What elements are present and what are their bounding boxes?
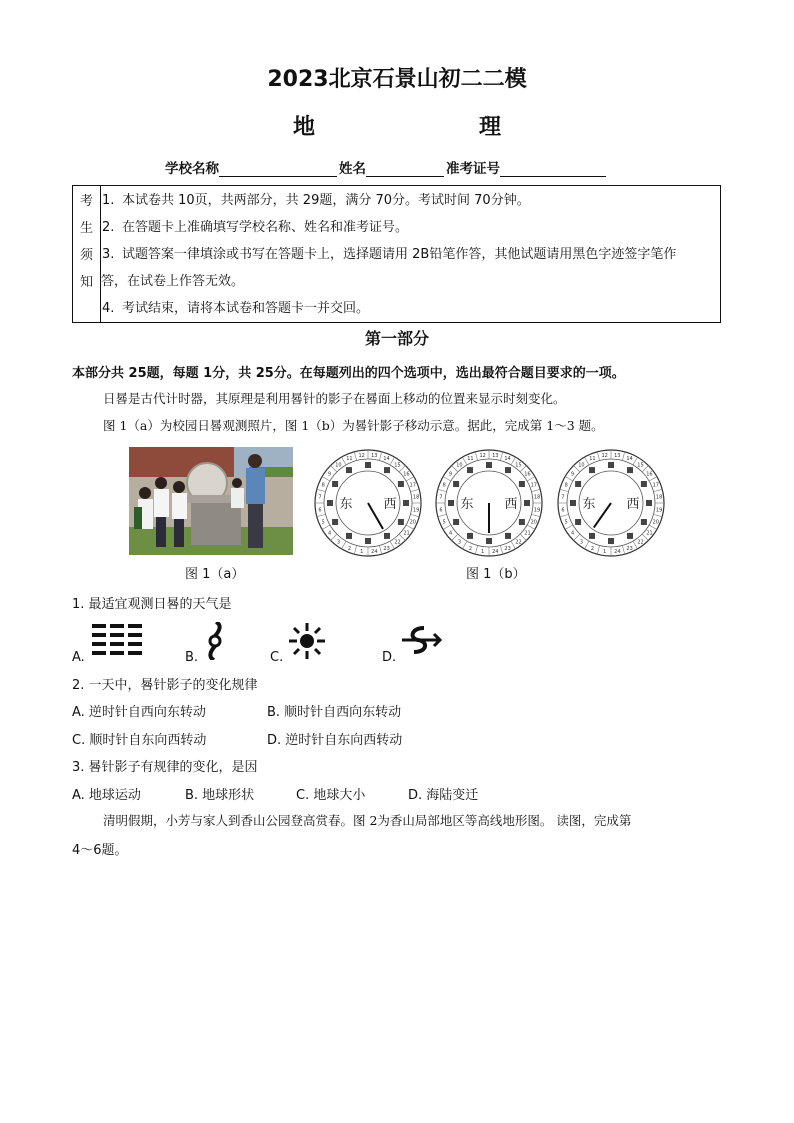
dial-hour-number: 23: [383, 545, 390, 552]
dial-hour-number: 19: [655, 507, 663, 514]
q3-option-a[interactable]: A. 地球运动: [72, 788, 141, 803]
dial-glyph-mark: [365, 462, 371, 468]
passage-figure-ref: 图 1（a）为校园日晷观测照片，图 1（b）为晷针影子移动示意。据此，完成第 1～3 题。: [103, 418, 604, 433]
dial-glyph-mark: [505, 467, 511, 473]
dial-glyph-mark: [627, 467, 633, 473]
fog-icon: [90, 622, 144, 662]
dial-glyph-mark: [575, 481, 581, 487]
notice-text: 试题答案一律填涂或书写在答题卡上，选择题请用 2B铅笔作答，其他试题请用黑色字迹签字笔作: [122, 247, 677, 262]
dial-hour-number: 23: [504, 545, 511, 552]
dial-hour-number: 13: [492, 452, 499, 459]
dial-hour-number: 23: [626, 545, 633, 552]
dial-hour-number: 6: [439, 507, 443, 514]
dial-hour-number: 19: [412, 507, 420, 514]
sandstorm-icon: [400, 622, 442, 662]
q2-option-d[interactable]: D. 逆时针自东向西转动: [267, 733, 403, 748]
dial-hour-number: 2: [590, 545, 595, 552]
part-one-intro: 本部分共 25题，每题 1分，共 25分。在每题列出的四个选项中，选出最符合题目要求的一项。: [72, 366, 625, 381]
dial-hour-number: 4: [327, 530, 332, 537]
dial-hour-number: 18: [655, 494, 663, 501]
dial-hour-number: 8: [321, 482, 325, 489]
dial-hour-number: 12: [601, 452, 608, 459]
dial-hour-number: 14: [383, 456, 390, 463]
dial-glyph-mark: [608, 538, 614, 544]
dial-hour-number: 24: [371, 549, 378, 556]
notice-item: [101, 270, 244, 289]
dial-hour-number: 7: [439, 494, 443, 501]
notice-item: [101, 189, 530, 208]
school-blank[interactable]: [219, 162, 337, 177]
sunny-icon: [288, 622, 326, 664]
name-blank[interactable]: [366, 162, 444, 177]
dial-hour-number: 16: [403, 471, 410, 478]
dial-glyph-mark: [384, 533, 390, 539]
dial-hour-number: 15: [637, 462, 644, 469]
dial-hour-number: 5: [321, 519, 325, 526]
passage-sundial: 日晷是古代计时器，其原理是利用晷针的影子在晷面上移动的位置来显示时刻变化。: [103, 391, 566, 406]
dial-glyph-mark: [486, 538, 492, 544]
figure-1b-caption: 图 1（b）: [466, 567, 526, 582]
part-one-heading: 第一部分: [364, 329, 429, 348]
notice-num: 4.: [102, 301, 115, 316]
notice-text: 答，在试卷上作答无效。: [101, 274, 245, 289]
dial-east-label: 东: [339, 497, 353, 512]
sundial-diagram-3: [556, 448, 666, 558]
q3-option-d[interactable]: D. 海陆变迁: [408, 788, 479, 803]
dial-glyph-mark: [332, 519, 338, 525]
side-char: 须: [80, 248, 94, 263]
dial-hour-number: 1: [481, 549, 485, 556]
dial-hour-number: 12: [479, 452, 486, 459]
subject-title: 地 理: [292, 115, 541, 140]
dial-hour-number: 13: [614, 452, 621, 459]
dial-glyph-mark: [365, 538, 371, 544]
notice-num: 1.: [102, 193, 115, 208]
notice-num: 3.: [102, 247, 115, 262]
dial-hour-number: 19: [533, 507, 541, 514]
dial-east-label: 东: [460, 497, 474, 512]
dial-glyph-mark: [453, 481, 459, 487]
notice-item: [101, 297, 369, 316]
school-label: 学校名称: [165, 161, 219, 177]
dial-hour-number: 22: [637, 539, 644, 546]
q3-option-c[interactable]: C. 地球大小: [296, 788, 366, 803]
dial-hour-number: 6: [561, 507, 565, 514]
dial-glyph-mark: [524, 500, 530, 506]
dial-hour-number: 3: [579, 539, 584, 546]
dial-hour-number: 1: [360, 549, 364, 556]
question-3-stem: 3. 晷针影子有规律的变化，是因: [72, 760, 258, 775]
dial-hour-number: 17: [652, 482, 659, 489]
dial-hour-number: 11: [467, 456, 474, 463]
dial-hour-number: 15: [394, 462, 401, 469]
dial-hour-number: 17: [530, 482, 537, 489]
dial-hour-number: 20: [530, 519, 538, 526]
notice-item: [101, 243, 676, 262]
dial-glyph-mark: [448, 500, 454, 506]
dial-east-label: 东: [582, 497, 596, 512]
dial-west-label: 西: [504, 497, 518, 512]
dial-hour-number: 10: [456, 462, 463, 469]
dial-hour-number: 17: [409, 482, 416, 489]
notice-item: [101, 216, 408, 235]
dial-hour-number: 20: [652, 519, 660, 526]
dial-hour-number: 11: [346, 456, 353, 463]
figure-1a-caption: 图 1（a）: [185, 567, 245, 582]
figure-1a-photo: [129, 447, 293, 555]
dial-hour-number: 10: [335, 462, 342, 469]
side-char: 考: [80, 194, 94, 209]
dial-glyph-mark: [403, 500, 409, 506]
dial-hour-number: 14: [504, 456, 511, 463]
dial-glyph-mark: [467, 533, 473, 539]
dial-glyph-mark: [519, 481, 525, 487]
dial-west-label: 西: [383, 497, 397, 512]
dial-glyph-mark: [627, 533, 633, 539]
dial-hour-number: 16: [646, 471, 653, 478]
typhoon-icon: [202, 622, 228, 664]
dial-hour-number: 18: [533, 494, 541, 501]
dial-glyph-mark: [589, 467, 595, 473]
sundial-diagram-2: [434, 448, 544, 558]
dial-hour-number: 7: [561, 494, 565, 501]
dial-glyph-mark: [505, 533, 511, 539]
q2-option-b[interactable]: B. 顺时针自西向东转动: [267, 705, 402, 720]
notice-num: 2.: [102, 220, 115, 235]
dial-hour-number: 12: [358, 452, 365, 459]
dial-hour-number: 3: [336, 539, 341, 546]
dial-glyph-mark: [467, 467, 473, 473]
dial-hour-number: 9: [570, 471, 575, 478]
dial-hour-number: 9: [448, 471, 453, 478]
q2-option-a[interactable]: A. 逆时针自西向东转动: [72, 705, 206, 720]
q1-option-b-label[interactable]: B.: [185, 650, 199, 665]
dial-hour-number: 14: [626, 456, 633, 463]
dial-glyph-mark: [346, 467, 352, 473]
dial-glyph-mark: [641, 481, 647, 487]
dial-glyph-mark: [589, 533, 595, 539]
dial-hour-number: 8: [442, 482, 446, 489]
side-char: 知: [80, 275, 94, 290]
name-label: 姓名: [339, 161, 366, 177]
dial-glyph-mark: [398, 519, 404, 525]
dial-glyph-mark: [398, 481, 404, 487]
q1-option-d-label[interactable]: D.: [382, 650, 397, 665]
dial-hour-number: 21: [403, 530, 410, 537]
dial-glyph-mark: [575, 519, 581, 525]
notice-side-label: [73, 186, 101, 322]
notice-text: 考试结束，请将本试卷和答题卡一并交回。: [122, 301, 370, 316]
passage-xiangshan: 清明假期，小芳与家人到香山公园登高赏春。图 2为香山局部地区等高线地形图。 读图，完成第: [103, 813, 632, 828]
dial-hour-number: 24: [614, 549, 621, 556]
sundial-diagram-1: [313, 448, 423, 558]
question-1-stem: 1. 最适宜观测日晷的天气是: [72, 597, 232, 612]
exam-title: 2023北京石景山初二二模: [267, 67, 527, 92]
dial-hour-number: 21: [646, 530, 653, 537]
dial-hour-number: 21: [524, 530, 531, 537]
dial-hour-number: 9: [327, 471, 332, 478]
exam-no-blank[interactable]: [500, 162, 606, 177]
dial-hour-number: 11: [589, 456, 596, 463]
dial-west-label: 西: [626, 497, 640, 512]
dial-glyph-mark: [327, 500, 333, 506]
dial-hour-number: 20: [409, 519, 417, 526]
dial-hour-number: 8: [564, 482, 568, 489]
dial-hour-number: 15: [515, 462, 522, 469]
dial-hour-number: 5: [564, 519, 568, 526]
dial-glyph-mark: [608, 462, 614, 468]
q3-option-b[interactable]: B. 地球形状: [185, 788, 255, 803]
notice-text: 本试卷共 10页，共两部分，共 29题，满分 70分。考试时间 70分钟。: [122, 193, 530, 208]
dial-hour-number: 4: [570, 530, 575, 537]
dial-glyph-mark: [453, 519, 459, 525]
dial-hour-number: 24: [492, 549, 499, 556]
dial-hour-number: 3: [457, 539, 462, 546]
dial-glyph-mark: [641, 519, 647, 525]
side-char: 生: [80, 221, 94, 236]
dial-hour-number: 1: [603, 549, 607, 556]
dial-glyph-mark: [646, 500, 652, 506]
dial-hour-number: 22: [394, 539, 401, 546]
dial-glyph-mark: [346, 533, 352, 539]
dial-glyph-mark: [384, 467, 390, 473]
dial-hour-number: 7: [318, 494, 322, 501]
dial-hour-number: 5: [442, 519, 446, 526]
dial-hour-number: 16: [524, 471, 531, 478]
dial-hour-number: 4: [448, 530, 453, 537]
passage-xiangshan-cont: 4～6题。: [72, 843, 128, 858]
dial-glyph-mark: [570, 500, 576, 506]
dial-hour-number: 10: [578, 462, 585, 469]
dial-hour-number: 2: [347, 545, 352, 552]
q1-option-c-label[interactable]: C.: [270, 650, 284, 665]
dial-glyph-mark: [332, 481, 338, 487]
dial-hour-number: 18: [412, 494, 420, 501]
question-2-stem: 2. 一天中，晷针影子的变化规律: [72, 678, 258, 693]
exam-no-label: 准考证号: [446, 161, 500, 177]
dial-hour-number: 6: [318, 507, 322, 514]
candidate-info-line: [165, 157, 608, 177]
notice-text: 在答题卡上准确填写学校名称、姓名和准考证号。: [122, 220, 409, 235]
dial-glyph-mark: [519, 519, 525, 525]
dial-glyph-mark: [486, 462, 492, 468]
q1-option-a-label[interactable]: A.: [72, 650, 85, 665]
dial-hour-number: 22: [515, 539, 522, 546]
dial-hour-number: 2: [468, 545, 473, 552]
q2-option-c[interactable]: C. 顺时针自东向西转动: [72, 733, 207, 748]
dial-hour-number: 13: [371, 452, 378, 459]
exam-notice-box: [72, 185, 721, 323]
